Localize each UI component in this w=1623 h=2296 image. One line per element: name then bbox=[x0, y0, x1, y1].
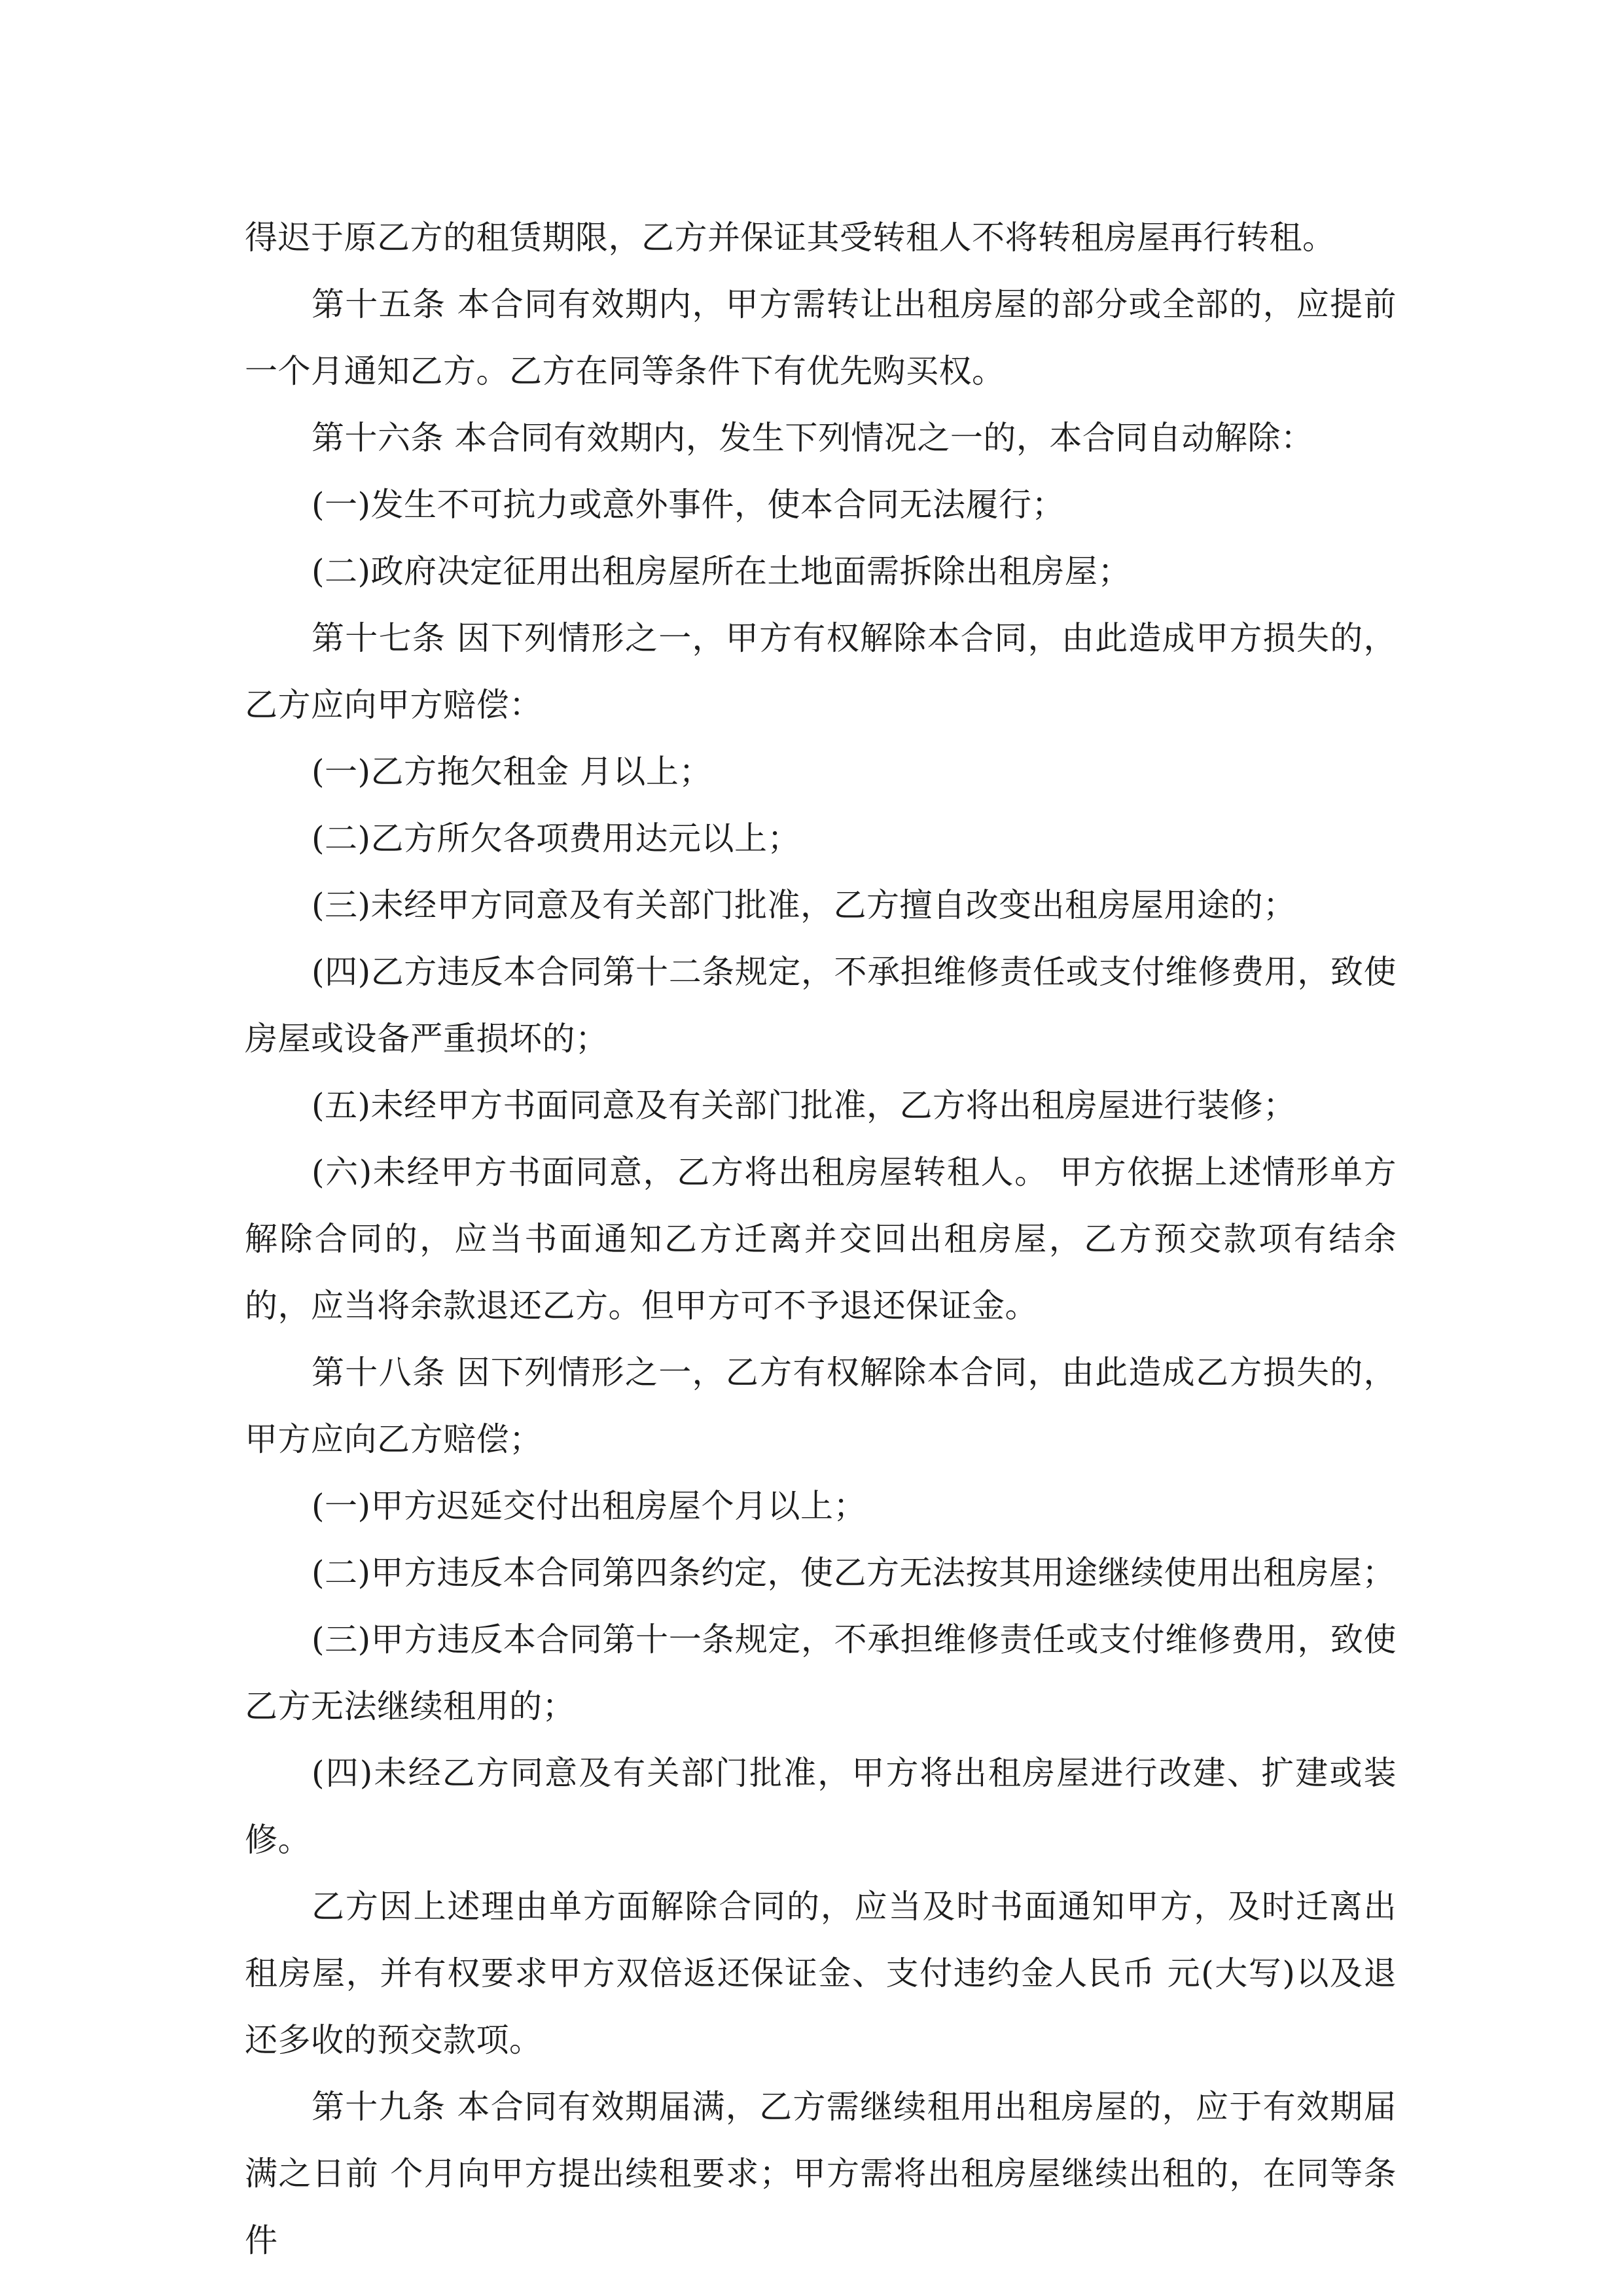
contract-paragraph: (一)乙方拖欠租金 月以上； bbox=[312, 753, 712, 791]
contract-paragraph: (四)乙方违反本合同第十二条规定，不承担维修责任或支付维修费用，致使房屋或设备严重损坏的； bbox=[245, 953, 1397, 1058]
contract-paragraph: 第十八条 因下列情形之一，乙方有权解除本合同，由此造成乙方损失的，甲方应向乙方赔偿； bbox=[245, 1354, 1397, 1458]
contract-paragraph: 第十五条 本合同有效期内，甲方需转让出租房屋的部分或全部的，应提前一个月通知乙方。乙方在同等条件下有优先购买权。 bbox=[245, 285, 1397, 390]
contract-paragraph: (一)甲方迟延交付出租房屋个月以上； bbox=[312, 1487, 867, 1525]
contract-paragraph: 得迟于原乙方的租赁期限，乙方并保证其受转租人不将转租房屋再行转租。 bbox=[245, 219, 1336, 257]
contract-paragraph: 第十六条 本合同有效期内，发生下列情况之一的，本合同自动解除： bbox=[312, 419, 1314, 457]
contract-paragraph: (二)政府决定征用出租房屋所在土地面需拆除出租房屋； bbox=[312, 552, 1132, 590]
contract-paragraph: 第十九条 本合同有效期届满，乙方需继续租用出租房屋的，应于有效期届满之日前 个月向甲方提出续租要求；甲方需将出租房屋继续出租的，在同等条件 bbox=[245, 2088, 1397, 2259]
contract-paragraph: 第十七条 因下列情形之一，甲方有权解除本合同，由此造成甲方损失的，乙方应向甲方赔偿： bbox=[245, 619, 1397, 724]
contract-paragraph: 乙方因上述理由单方面解除合同的，应当及时书面通知甲方，及时迁离出租房屋，并有权要求甲方双倍返还保证金、支付违约金人民币 元(大写)以及退还多收的预交款项。 bbox=[245, 1888, 1397, 2059]
contract-paragraph: (四)未经乙方同意及有关部门批准，甲方将出租房屋进行改建、扩建或装修。 bbox=[245, 1754, 1397, 1859]
contract-paragraph: (三)未经甲方同意及有关部门批准，乙方擅自改变出租房屋用途的； bbox=[312, 886, 1296, 924]
contract-paragraph: (一)发生不可抗力或意外事件，使本合同无法履行； bbox=[312, 486, 1065, 524]
contract-paragraph: (六)未经甲方书面同意，乙方将出租房屋转租人。 甲方依据上述情形单方解除合同的，应当书面通知乙方迁离并交回出租房屋，乙方预交款项有结余的，应当将余款退还乙方。但甲方可不予退还保证金。 bbox=[245, 1153, 1397, 1325]
contract-paragraph: (二)乙方所欠各项费用达元以上； bbox=[312, 819, 801, 857]
contract-paragraph: (二)甲方违反本合同第四条约定，使乙方无法按其用途继续使用出租房屋； bbox=[312, 1554, 1396, 1592]
contract-paragraph: (三)甲方违反本合同第十一条规定，不承担维修责任或支付维修费用，致使乙方无法继续租用的； bbox=[245, 1621, 1397, 1725]
contract-paragraph: (五)未经甲方书面同意及有关部门批准，乙方将出租房屋进行装修； bbox=[312, 1086, 1296, 1124]
contract-body-text bbox=[245, 204, 1397, 2274]
